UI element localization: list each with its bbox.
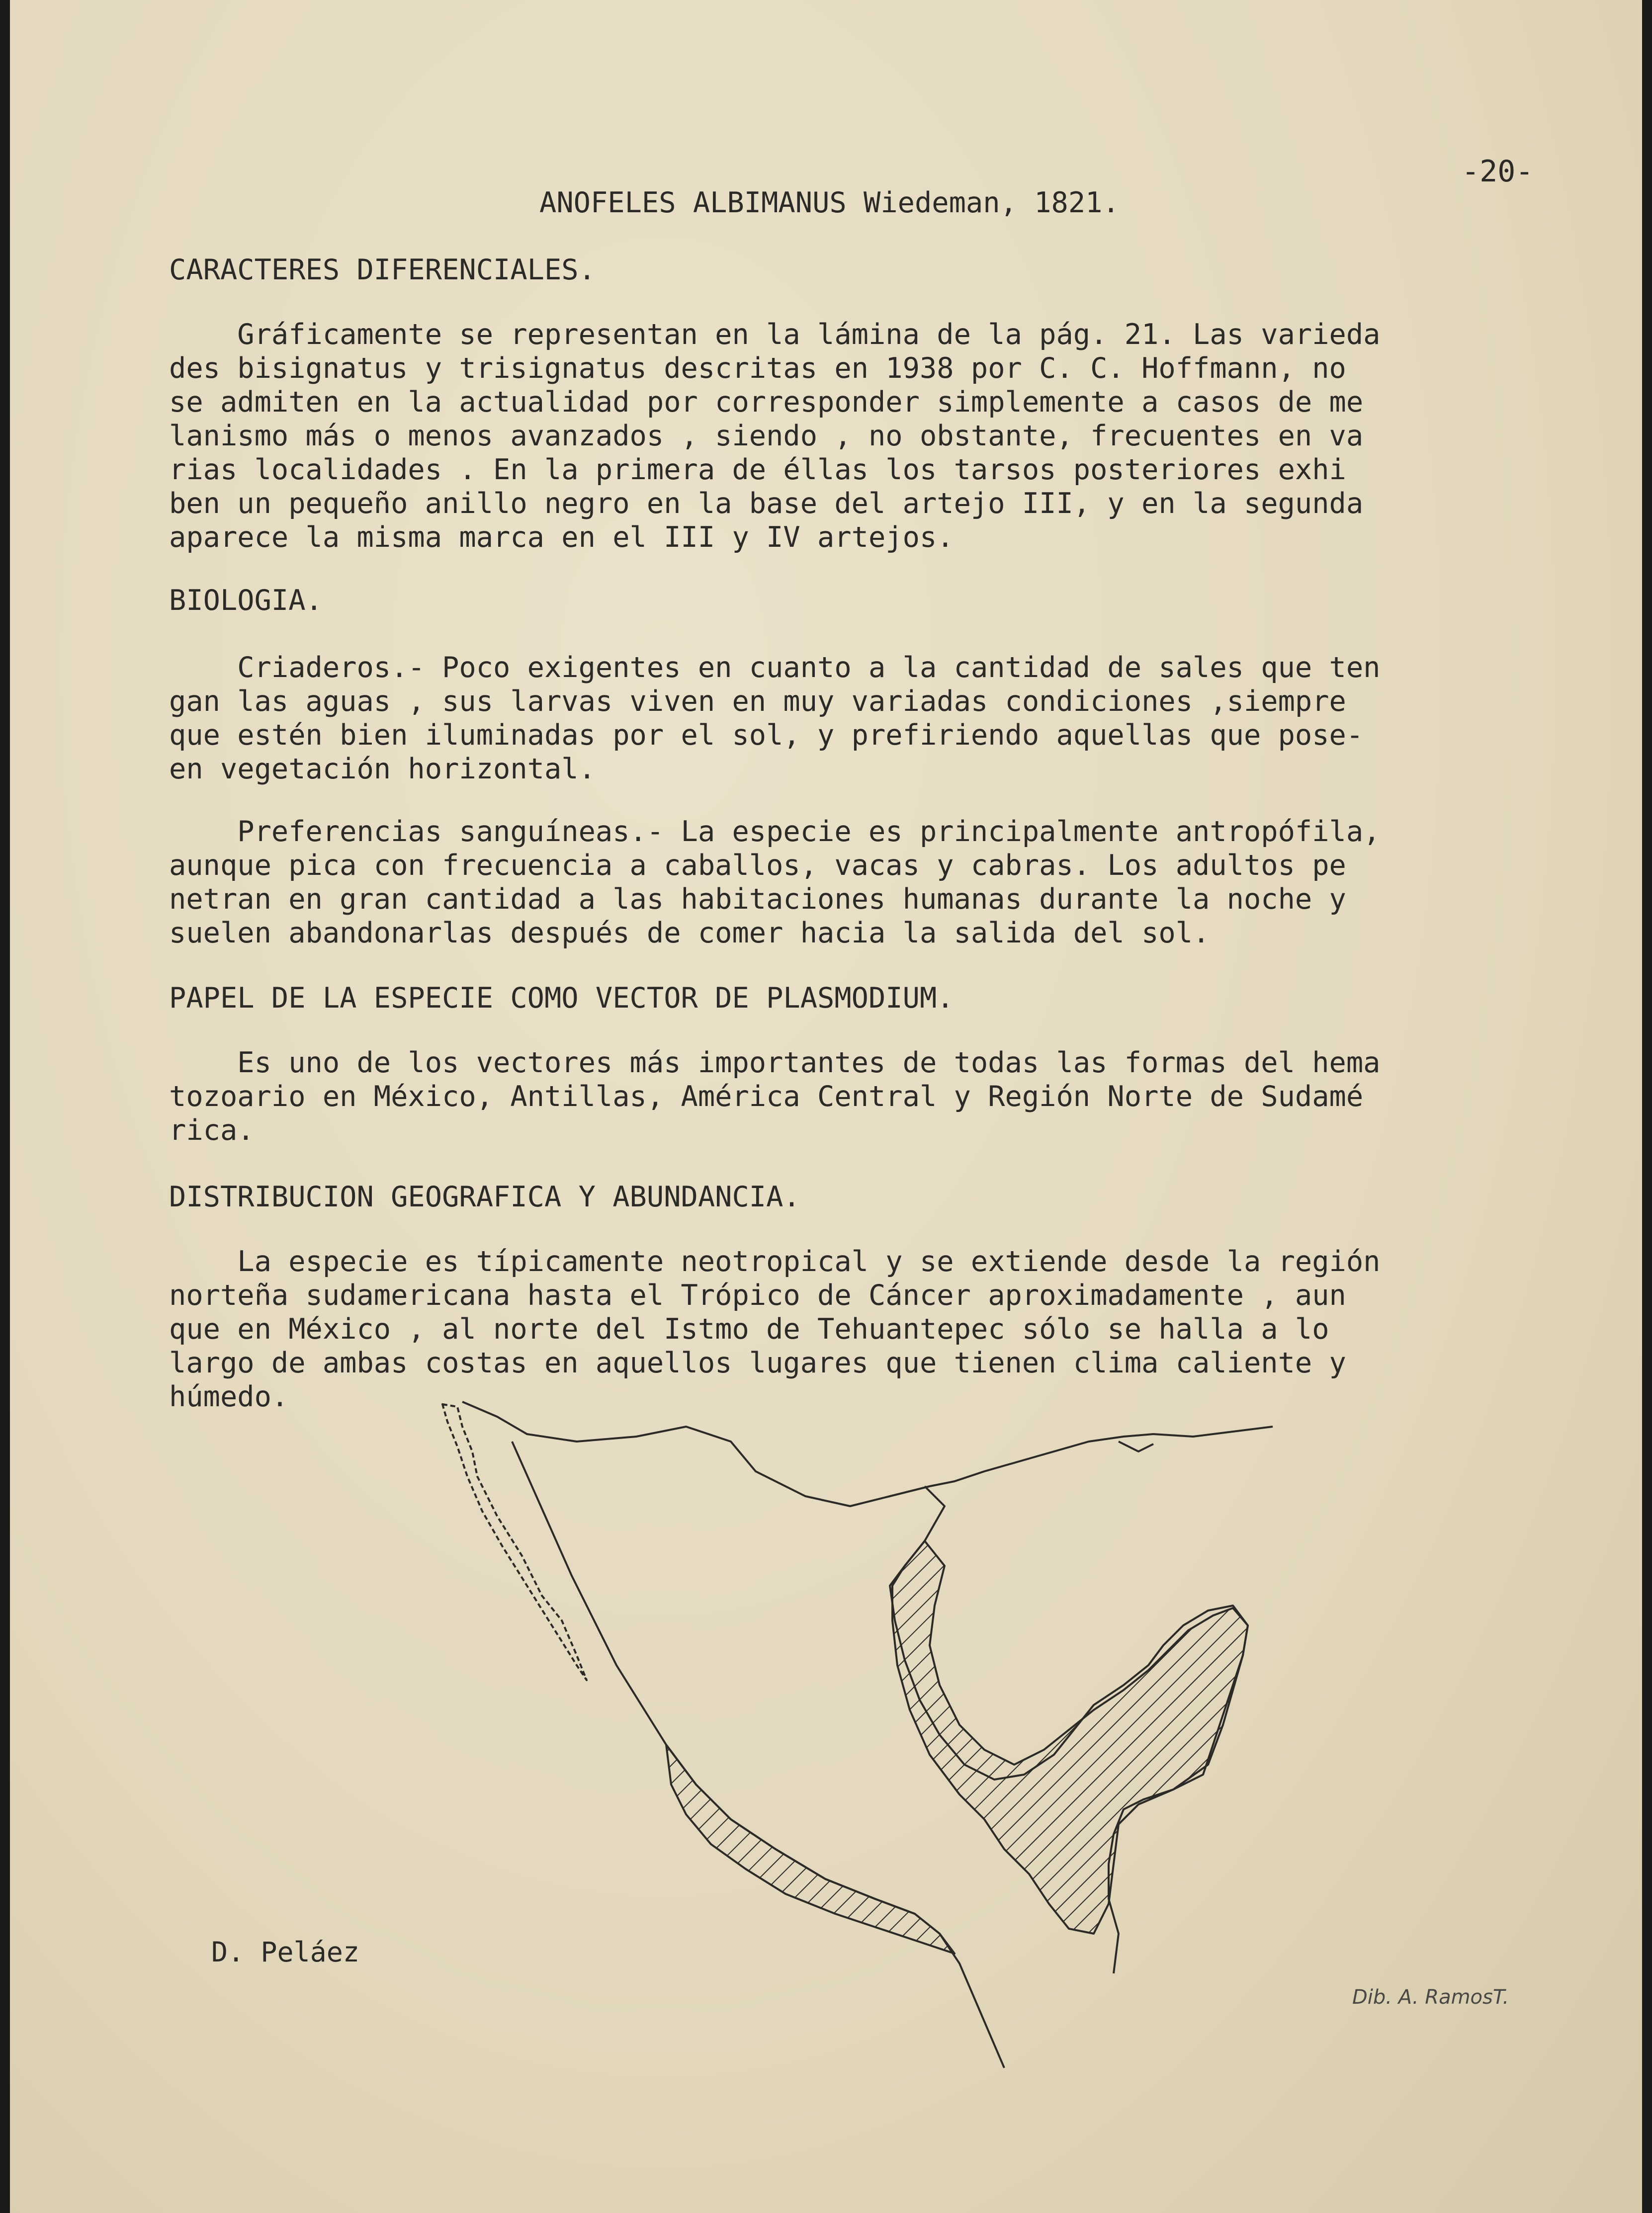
text-line: Preferencias sanguíneas.- La especie es principalmente antropófila,: [169, 815, 1381, 848]
text-line: aparece la misma marca en el III y IV artejos.: [169, 521, 954, 554]
text-line: se admiten en la actualidad por corresponder simplemente a casos de me: [169, 386, 1364, 419]
text-line: rias localidades . En la primera de éllas los tarsos posteriores exhi: [169, 453, 1346, 486]
document-page: [10, 0, 1642, 2213]
text-line: largo de ambas costas en aquellos lugares que tienen clima caliente y: [169, 1347, 1346, 1379]
text-line: des bisignatus y trisignatus descritas en 1938 por C. C. Hoffmann, no: [169, 352, 1346, 385]
text-line: Criaderos.- Poco exigentes en cuanto a la cantidad de sales que ten: [169, 651, 1381, 684]
text-line: húmedo.: [169, 1380, 289, 1413]
text-line: Es uno de los vectores más importantes de todas las formas del hema: [169, 1046, 1381, 1079]
distribution-map: [428, 1387, 1322, 2108]
text-line: rica.: [169, 1114, 255, 1147]
section-heading-biologia: BIOLOGIA.: [169, 584, 323, 617]
hatched-region-pacific: [666, 1745, 955, 1954]
northern-border: [462, 1402, 1273, 1506]
text-line: gan las aguas , sus larvas viven en muy variadas condiciones ,siempre: [169, 685, 1346, 718]
author-name: D. Peláez: [211, 1936, 360, 1968]
text-line: en vegetación horizontal.: [169, 753, 596, 785]
hatched-region-gulf: [892, 1541, 1248, 1934]
text-line: que en México , al norte del Istmo de Tehuantepec sólo se halla a lo: [169, 1313, 1329, 1346]
section-heading-papel: PAPEL DE LA ESPECIE COMO VECTOR DE PLASMODIUM.: [169, 982, 954, 1015]
text-line: suelen abandonarlas después de comer hacia la salida del sol.: [169, 917, 1210, 949]
text-line: tozoario en México, Antillas, América Central y Región Norte de Sudamé: [169, 1080, 1364, 1113]
text-line: Gráficamente se representan en la lámina de la pág. 21. Las varieda: [169, 318, 1381, 351]
text-line: que estén bien iluminadas por el sol, y prefiriendo aquellas que pose-: [169, 719, 1364, 752]
section-heading-distribucion: DISTRIBUCION GEOGRAFICA Y ABUNDANCIA.: [169, 1181, 800, 1213]
text-line: aunque pica con frecuencia a caballos, vacas y cabras. Los adultos pe: [169, 849, 1346, 882]
illustrator-credit: Dib. A. RamosT.: [1352, 1986, 1509, 2009]
text-line: ben un pequeño anillo negro en la base del artejo III, y en la segunda: [169, 487, 1364, 520]
florida-outline: [1119, 1442, 1153, 1451]
section-heading-caracteres: CARACTERES DIFERENCIALES.: [169, 254, 596, 286]
text-line: La especie es típicamente neotropical y se extiende desde la región: [169, 1245, 1381, 1278]
page-title: ANOFELES ALBIMANUS Wiedeman, 1821.: [539, 186, 1120, 219]
text-line: lanismo más o menos avanzados , siendo , no obstante, frecuentes en va: [169, 420, 1364, 452]
text-line: netran en gran cantidad a las habitaciones humanas durante la noche y: [169, 883, 1346, 916]
text-line: norteña sudamericana hasta el Trópico de Cáncer aproximadamente , aun: [169, 1279, 1346, 1312]
page-number: -20-: [1462, 154, 1534, 189]
